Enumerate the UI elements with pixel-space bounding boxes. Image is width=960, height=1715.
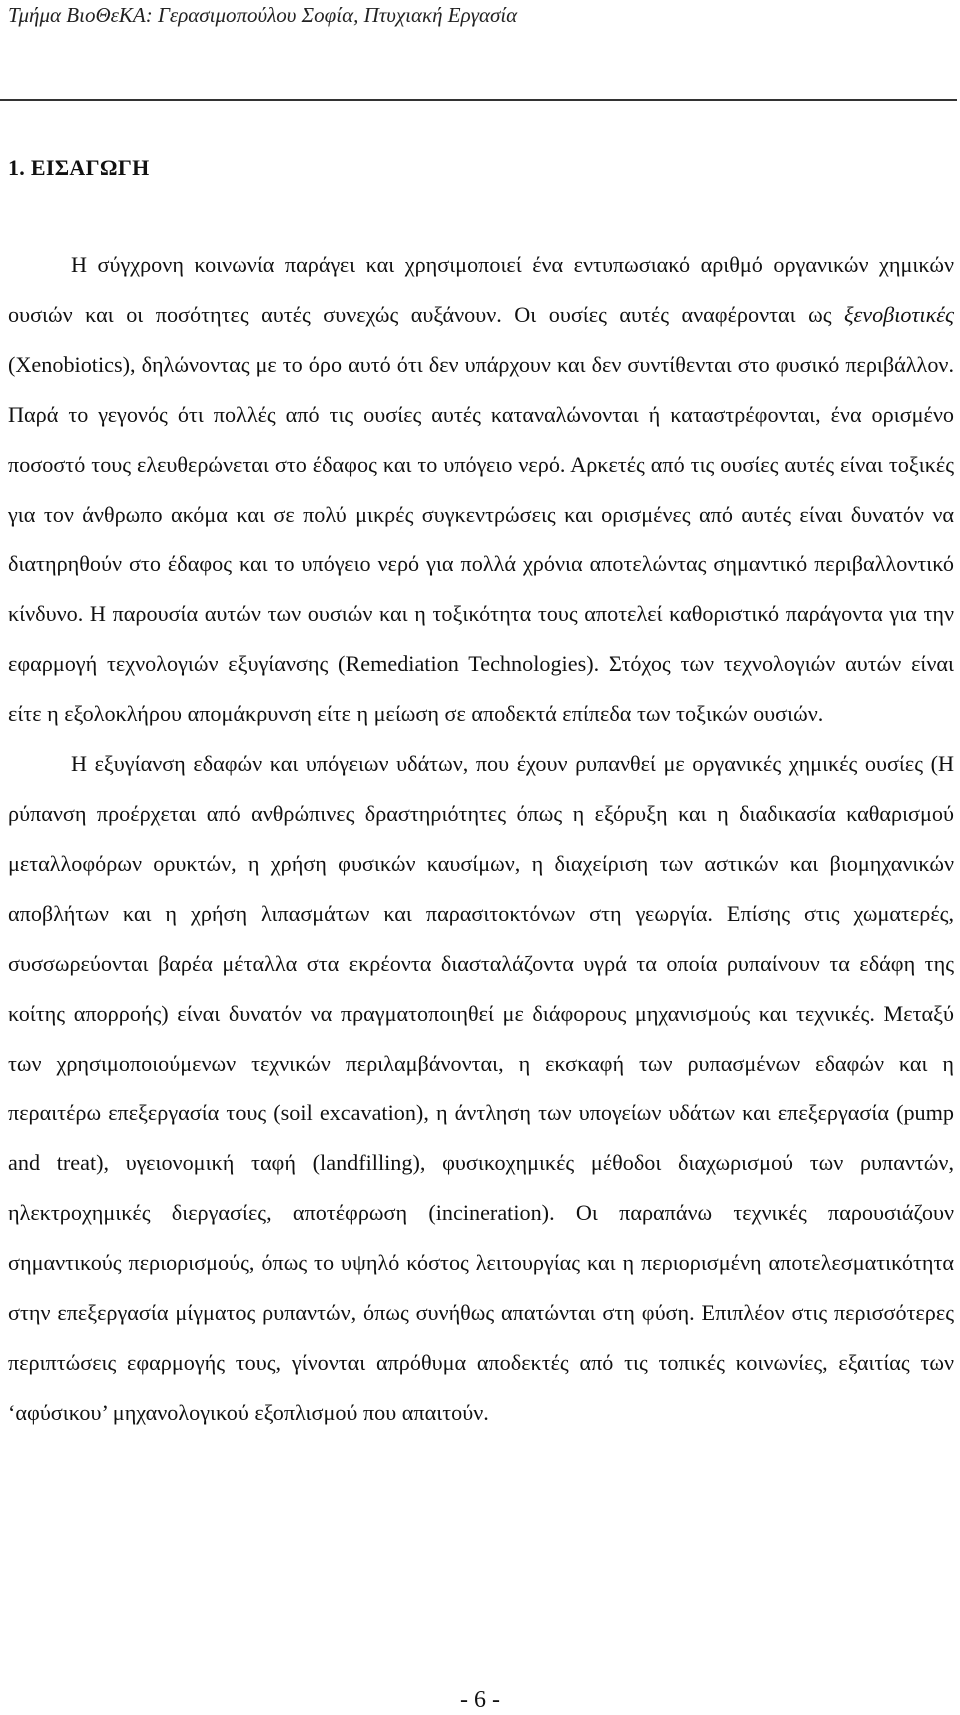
paragraph-1 — [8, 240, 954, 739]
italic-term: ξενοβιοτικές — [844, 301, 954, 327]
body-text — [8, 240, 954, 1438]
header-divider — [0, 99, 957, 101]
paragraph-1-part-1: Η σύγχρονη κοινωνία παράγει και χρησιμοποιεί ένα εντυπωσιακό αριθμό οργανικών χημικών ουσιών και οι ποσότητες αυτές συνεχώς αυξάνουν. Οι ουσίες αυτές αναφέρονται ως — [8, 252, 954, 327]
paragraph-2: Η εξυγίανση εδαφών και υπόγειων υδάτων, που έχουν ρυπανθεί με οργανικές χημικές ουσίες (Η ρύπανση προέρχεται από ανθρώπινες δραστηριότητες όπως η εξόρυξη και η διαδικασία καθαρισμού μεταλλοφόρων ορυκτών, η χρήση φυσικών καυσίμων, η διαχείριση των αστικών και βιομηχανικών αποβλήτων και η χρήση λιπασμάτων και παρασιτοκτόνων στη γεωργία. Επίσης στις χωματερές, συσσωρεύονται βαρέα μέταλλα στα εκρέοντα διασταλάζοντα υγρά τα οποία ρυπαίνουν τα εδάφη της κοίτης απορροής) είναι δυνατόν να πραγματοποιηθεί με διάφορους μηχανισμούς και τεχνικές. Μεταξύ των χρησιμοποιούμενων τεχνικών περιλαμβάνονται, η εκσκαφή των ρυπασμένων εδαφών και η περαιτέρω επεξεργασία τους (soil excavation), η άντληση των υπογείων υδάτων και επεξεργασία (pump and treat), υγειονομική ταφή (landfilling), φυσικοχημικές μέθοδοι διαχωρισμού των ρυπαντών, ηλεκτροχημικές διεργασίες, αποτέφρωση (incineration). Οι παραπάνω τεχνικές παρουσιάζουν σημαντικούς περιορισμούς, όπως το υψηλό κόστος λειτουργίας και η περιορισμένη αποτελεσματικότητα στην επεξεργασία μίγματος ρυπαντών, όπως συνήθως απατώνται στη φύση. Επιπλέον στις περισσότερες περιπτώσεις εφαρμογής τους, γίνονται απρόθυμα αποδεκτές από τις τοπικές κοινωνίες, εξαιτίας των ‘αφύσικου’ μηχανολογικού εξοπλισμού που απαιτούν. — [8, 751, 954, 1425]
section-heading: 1. ΕΙΣΑΓΩΓΗ — [8, 155, 150, 180]
paragraph-1-part-2: (Xenobiotics), δηλώνοντας με το όρο αυτό ότι δεν υπάρχουν και δεν συντίθενται στο φυσικό περιβάλλον. Παρά το γεγονός ότι πολλές από τις ουσίες αυτές καταναλώνονται ή καταστρέφονται, ένα ορισμένο ποσοστό τους ελευθερώνεται στο έδαφος και το υπόγειο νερό. Αρκετές από τις ουσίες αυτές είναι τοξικές για τον άνθρωπο ακόμα και σε πολύ μικρές συγκεντρώσεις και ορισμένες από αυτές είναι δυνατόν να διατηρηθούν στο έδαφος και το υπόγειο νερό για πολλά χρόνια αποτελώντας σημαντικό περιβαλλοντικό κίνδυνο. Η παρουσία αυτών των ουσιών και η τοξικότητα τους αποτελεί καθοριστικό παράγοντα για την εφαρμογή τεχνολογιών εξυγίανσης (Remediation Technologies). Στόχος των τεχνολογιών αυτών είναι είτε η εξολοκλήρου απομάκρυνση είτε η μείωση σε αποδεκτά επίπεδα των τοξικών ουσιών. — [8, 351, 954, 727]
running-header: Τμήμα ΒιοΘεΚΑ: Γερασιμοπούλου Σοφία, Πτυχιακή Εργασία — [8, 3, 518, 27]
page-number: - 6 - — [460, 1687, 500, 1713]
